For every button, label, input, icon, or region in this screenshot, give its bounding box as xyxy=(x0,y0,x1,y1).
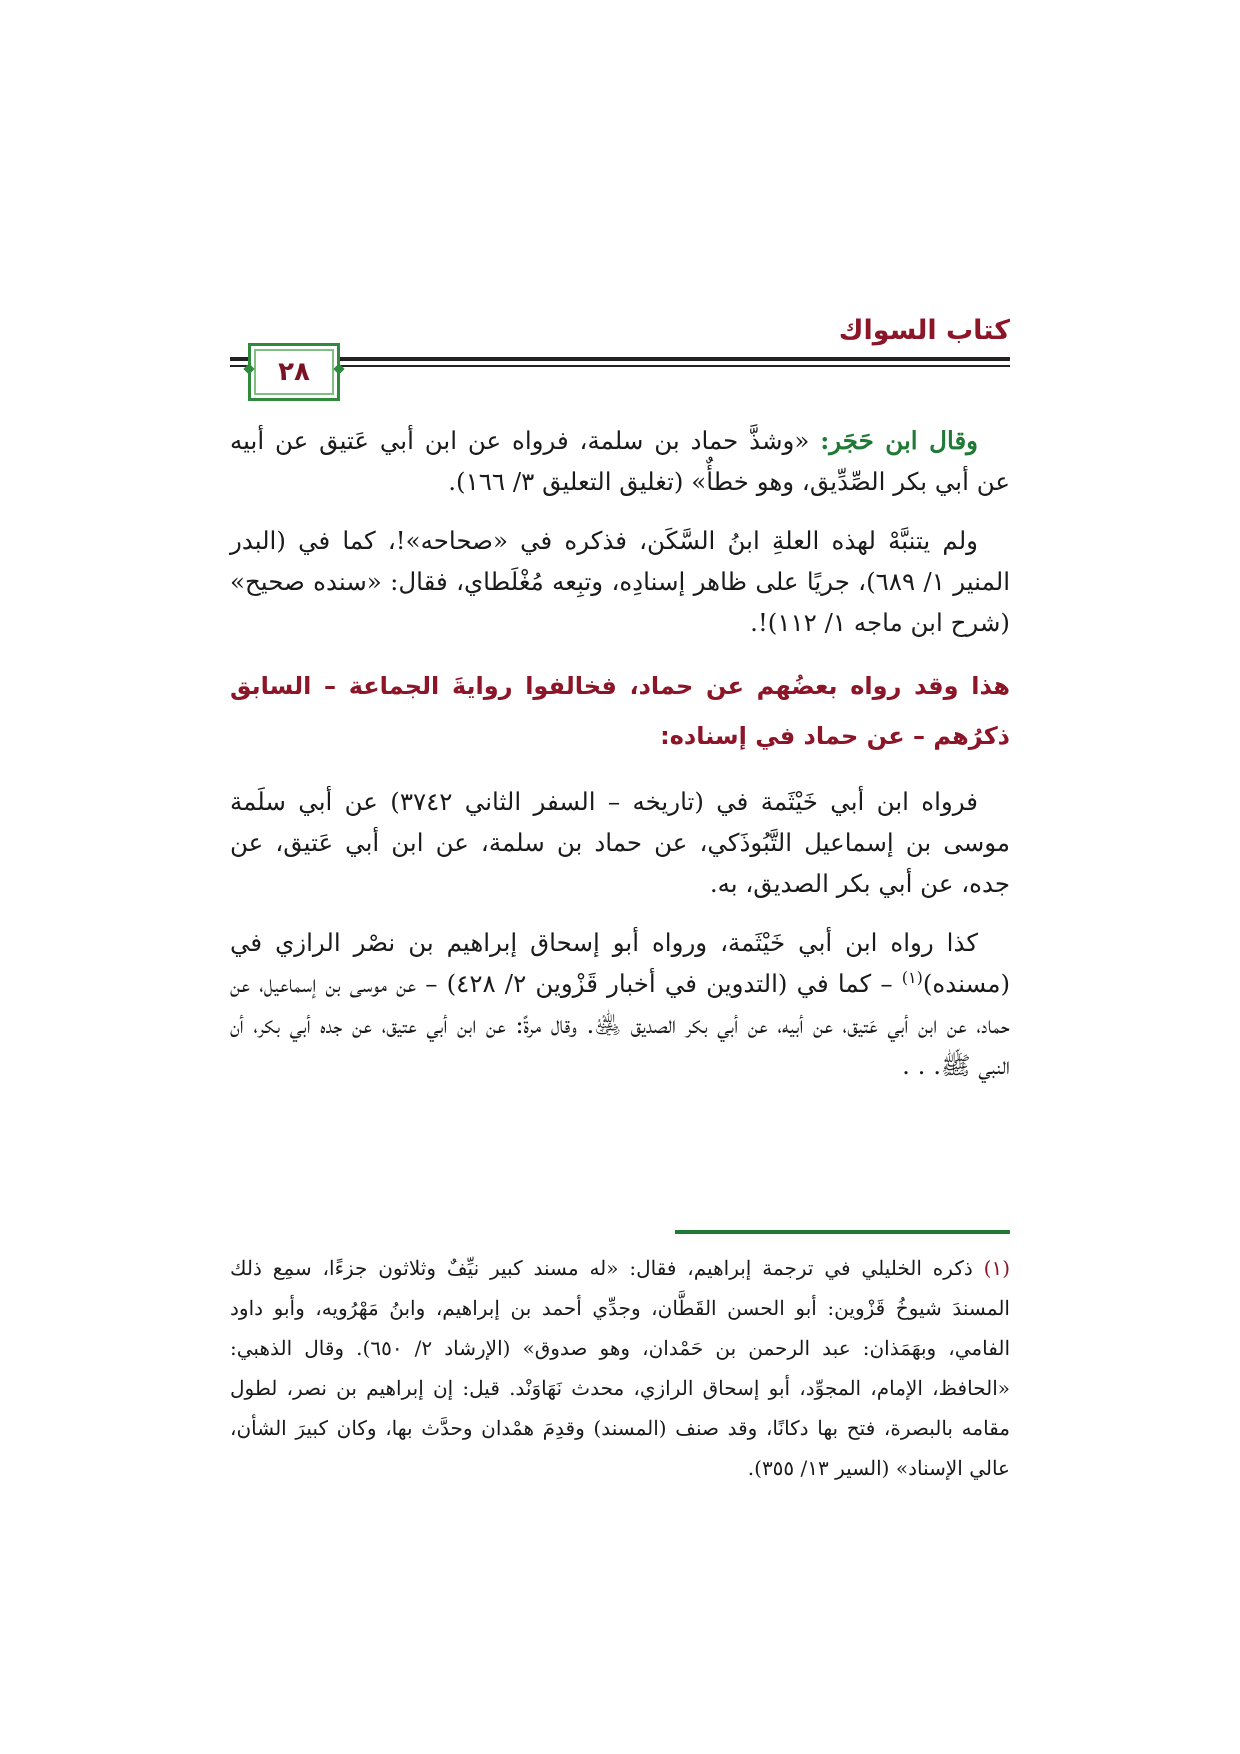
quoted-author: وقال ابن حَجَر: xyxy=(820,426,978,455)
page-number-frame xyxy=(248,343,340,401)
book-title: كتاب السواك xyxy=(838,315,1010,346)
paragraph-ibn-sakan: ولم يتنبَّهْ لهذه العلةِ ابنُ السَّكَن، فذكره في «صحاحه»!، كما في (البدر المنير ١/ ٦٨٩)، جريًا على ظاهر إسنادِه، وتبِعه مُغْلَطاي، فقال: «سنده صحيح» (شرح ابن ماجه ١/ ١١٢)!. xyxy=(230,526,1011,637)
paragraph-text: – كما في (التدوين في أخبار قَزْوين ٢/ ٤٢٨) – عن موسى بن إسماعيل، عن حماد، عن ابن أبي عَتيق، عن أبيه، عن أبي بكر الصديق ﵁. وقال مرةً: عن ابن أبي عتيق، عن جده أبي بكر، أن النبي ﷺ. . . xyxy=(230,969,1010,1080)
paragraph-razi xyxy=(230,922,1010,1086)
section-heading: هذا وقد رواه بعضُهم عن حماد، فخالفوا روايةَ الجماعة – السابق ذكرُهم – عن حماد في إسناده: xyxy=(230,672,1010,750)
footnote-reference[interactable]: (١) xyxy=(901,968,923,987)
footnotes xyxy=(230,1248,1010,1506)
page-header xyxy=(230,315,1010,385)
paragraph-ibn-abi-khaythama: فرواه ابن أبي خَيْثَمة في (تاريخه – السفر الثاني ٣٧٤٢) عن أبي سلَمة موسى بن إسماعيل التَّبُوذَكي، عن حماد بن سلمة، عن ابن أبي عَتيق، عن جده، عن أبي بكر الصديق، به. xyxy=(230,787,1010,898)
footnote-number: (١) xyxy=(983,1256,1010,1280)
paragraph-ibn-hajar xyxy=(230,420,1010,502)
main-text xyxy=(230,420,1010,1104)
paragraph-text: «وشذَّ حماد بن سلمة، فرواه عن ابن أبي عَتيق عن أبيه عن أبي بكر الصِّدِّيق، وهو خطأٌ» (تغليق التعليق ٣/ ١٦٦). xyxy=(230,426,1010,496)
footnote-text: ذكره الخليلي في ترجمة إبراهيم، فقال: «له مسند كبير نيِّفٌ وثلاثون جزءًا، سمِع ذلك المسندَ شيوخُ قَزْوين: أبو الحسن القَطَّان، وجدِّي أحمد بن إبراهيم، وابنُ مَهْرُويه، وأبو داود الفامي، وبهَمَذان: عبد الرحمن بن حَمْدان، وهو صدوق» (الإرشاد ٢/ ٦٥٠). وقال الذهبي: «الحافظ، الإمام، المجوِّد، أبو إسحاق الرازي، محدث نَهَاوَنْد. قيل: إن إبراهيم بن نصر، لطول مقامه بالبصرة، فتح بها دكانًا، وقد صنف (المسند) وقدِمَ همْدان وحدَّث بها، وكان كبيرَ الشأن، عالي الإسناد» (السير ١٣/ ٣٥٥). xyxy=(230,1256,1010,1480)
header-rule-thin xyxy=(230,365,1010,367)
footnote-separator xyxy=(675,1230,1010,1234)
paragraph-text: كذا رواه ابن أبي خَيْثَمة، ورواه أبو إسحاق إبراهيم بن نصْر الرازي في (مسنده) xyxy=(230,928,1010,998)
header-rule-thick xyxy=(230,357,1010,361)
page-number: ٢٨ xyxy=(278,357,310,387)
footnote xyxy=(230,1248,1010,1488)
